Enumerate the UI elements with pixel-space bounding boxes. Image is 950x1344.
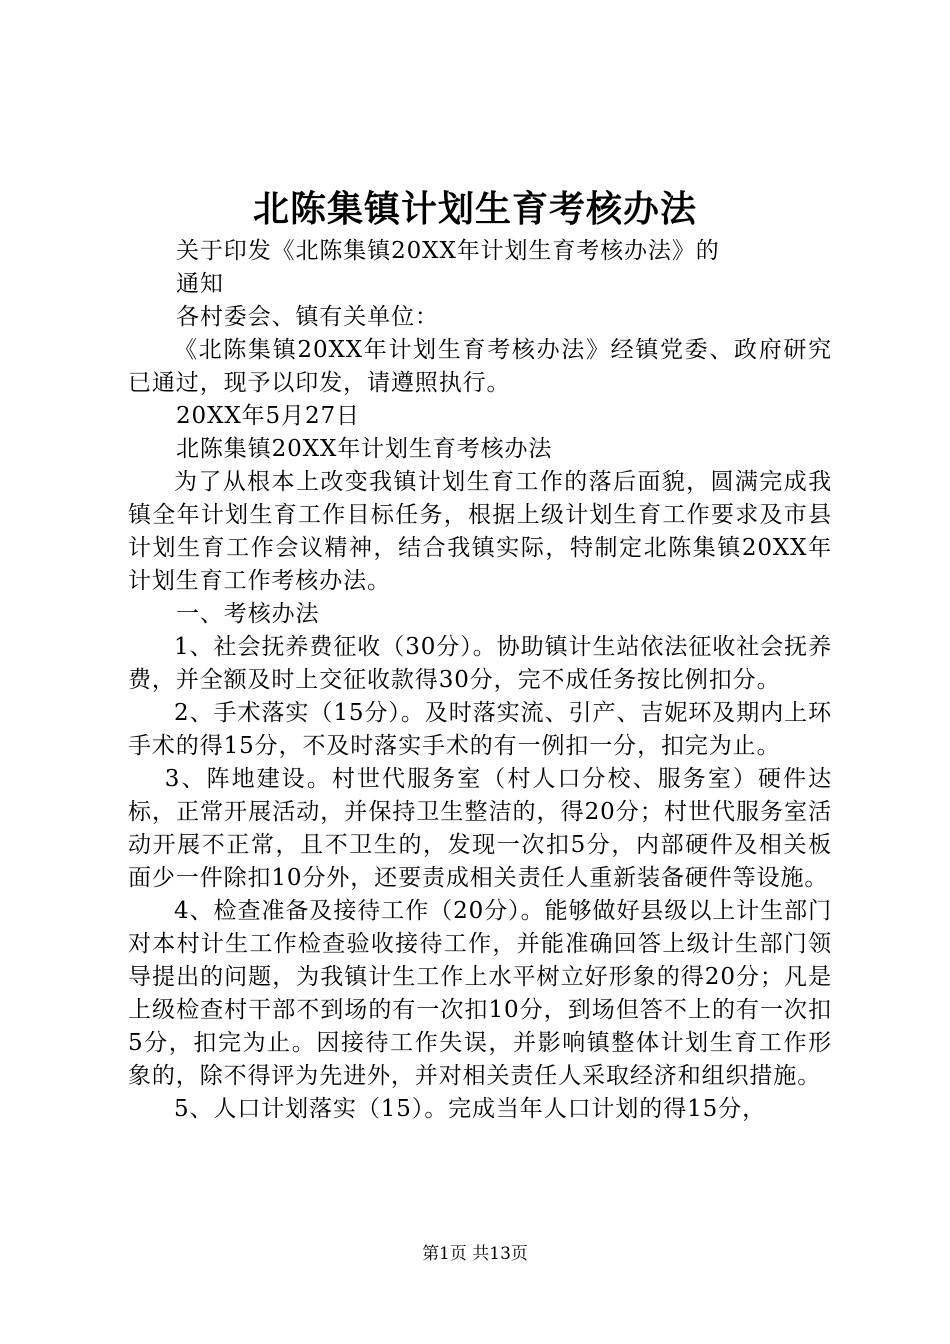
item-2-paragraph: 2、手术落实（15分）。及时落实流、引产、吉妮环及期内上环手术的得15分，不及时落实手术的有一例扣一分，扣完为止。 xyxy=(128,700,832,759)
document-subtitle: 北陈集镇20XX年计划生育考核办法 xyxy=(176,436,553,462)
preamble-paragraph: 为了从根本上改变我镇计划生育工作的落后面貌，圆满完成我镇全年计划生育工作目标任务，根据上级计划生育工作要求及市县计划生育工作会议精神，结合我镇实际，特制定北陈集镇20XX年计划生育工作考核办法。 xyxy=(128,469,832,594)
item-5-paragraph: 5、人口计划落实（15）。完成当年人口计划的得15分， xyxy=(174,1096,766,1122)
notice-title-line-1: 关于印发《北陈集镇20XX年计划生育考核办法》的 xyxy=(176,238,720,264)
intro-paragraph: 《北陈集镇20XX年计划生育考核办法》经镇党委、政府研究已通过，现予以印发，请遵照执行。 xyxy=(128,337,832,396)
item-3-paragraph: 3、阵地建设。村世代服务室（村人口分校、服务室）硬件达标，正常开展活动，并保持卫生整洁的，得20分；村世代服务室活动开展不正常，且不卫生的，发现一次扣5分，内部硬件及相关板面少一件除扣10分外，还要责成相关责任人重新装备硬件等设施。 xyxy=(128,766,832,891)
addressee: 各村委会、镇有关单位： xyxy=(176,304,439,330)
notice-title-line-2: 通知 xyxy=(176,271,224,297)
section-heading: 一、考核办法 xyxy=(176,601,320,627)
document-date: 20XX年5月27日 xyxy=(176,403,360,429)
item-1-paragraph: 1、社会抚养费征收（30分）。协助镇计生站依法征收社会抚养费，并全额及时上交征收款得30分，完不成任务按比例扣分。 xyxy=(128,634,832,693)
document-body xyxy=(128,235,832,1126)
document-title: 北陈集镇计划生育考核办法 xyxy=(252,188,697,230)
item-4-paragraph: 4、检查准备及接待工作（20分）。能够做好县级以上计生部门对本村计生工作检查验收接待工作，并能准确回答上级计生部门领导提出的问题，为我镇计生工作上水平树立好形象的得20分；凡是上级检查村干部不到场的有一次扣10分，到场但答不上的有一次扣5分，扣完为止。因接待工作失误，并影响镇整体计划生育工作形象的，除不得评为先进外，并对相关责任人采取经济和组织措施。 xyxy=(128,898,832,1089)
page-indicator: 第1页 共13页 xyxy=(422,1244,528,1264)
